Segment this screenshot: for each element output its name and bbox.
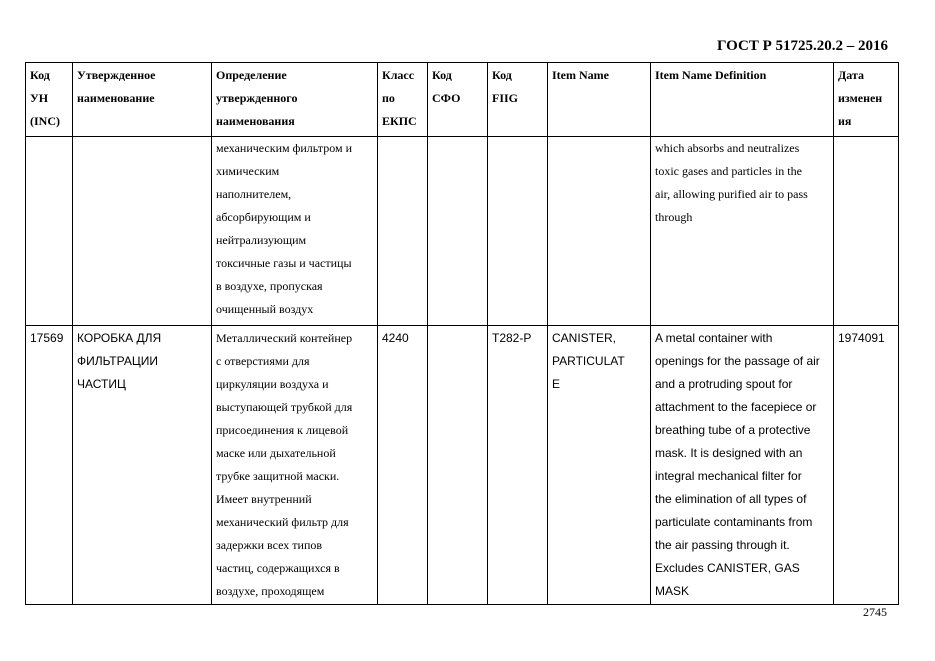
cell-line: задержки всех типов	[216, 538, 323, 552]
cell-approved-name	[73, 137, 212, 326]
cell-line: КОРОБКА ДЛЯ	[77, 331, 162, 345]
cell-line: integral mechanical filter for	[655, 469, 802, 483]
cell-definition	[212, 137, 378, 326]
cell-item-name-definition	[651, 326, 834, 605]
cell-sfo-code	[428, 137, 488, 326]
cell-line: химическим	[216, 164, 280, 178]
cell-line: в воздухе, пропуская	[216, 279, 323, 293]
cell-line: PARTICULAT	[552, 354, 625, 368]
header-inc-code	[26, 63, 73, 137]
cell-line: наполнителем,	[216, 187, 292, 201]
cell-fsc-class	[378, 137, 428, 326]
cell-line: which absorbs and neutralizes	[655, 141, 800, 155]
header-line: Item Name Definition	[655, 68, 767, 82]
cell-line: выступающей трубкой для	[216, 400, 353, 414]
cell-line: and a protruding spout for	[655, 377, 793, 391]
cell-line: частиц, содержащихся в	[216, 561, 340, 575]
header-line: (INC)	[30, 114, 60, 128]
header-line: Код	[30, 68, 50, 82]
cell-line: particulate contaminants from	[655, 515, 813, 529]
header-line: по	[382, 91, 395, 105]
header-line: Item Name	[552, 68, 609, 82]
table-row	[26, 326, 899, 605]
cell-fiig-code	[488, 326, 548, 605]
header-line: ия	[838, 114, 852, 128]
cell-line: абсорбирующим и	[216, 210, 311, 224]
header-line: УН	[30, 91, 49, 105]
cell-item-name	[548, 137, 651, 326]
cell-line: breathing tube of a protective	[655, 423, 811, 437]
cell-line: A metal container with	[655, 331, 773, 345]
cell-line: the air passing through it.	[655, 538, 790, 552]
cell-line: air, allowing purified air to pass	[655, 187, 808, 201]
cell-inc-code	[26, 326, 73, 605]
cell-inc-code	[26, 137, 73, 326]
cell-line: 1974091	[838, 331, 885, 345]
cell-line: MASK	[655, 584, 690, 598]
cell-sfo-code	[428, 326, 488, 605]
header-approved-name	[73, 63, 212, 137]
header-fiig-code	[488, 63, 548, 137]
header-line: Дата	[838, 68, 864, 82]
cell-change-date	[834, 137, 899, 326]
page-number: 2745	[863, 605, 887, 619]
cell-line: through	[655, 210, 693, 224]
header-line: утвержденного	[216, 91, 298, 105]
cell-line: механическим фильтром и	[216, 141, 352, 155]
header-item-name-definition	[651, 63, 834, 137]
header-line: ЕКПС	[382, 114, 417, 128]
header-line: FIIG	[492, 91, 519, 105]
cell-line: Металлический контейнер	[216, 331, 353, 345]
cell-item-name	[548, 326, 651, 605]
cell-line: ФИЛЬТРАЦИИ	[77, 354, 158, 368]
cell-line: токсичные газы и частицы	[216, 256, 352, 270]
header-line: Класс	[382, 68, 415, 82]
document-title: ГОСТ Р 51725.20.2 – 2016	[716, 38, 888, 54]
cell-line: attachment to the facepiece or	[655, 400, 817, 414]
cell-item-name-definition	[651, 137, 834, 326]
header-line: СФО	[432, 91, 461, 105]
cell-line: ЧАСТИЦ	[77, 377, 126, 391]
header-line: наименование	[77, 91, 155, 105]
cell-line: the elimination of all types of	[655, 492, 807, 506]
header-definition	[212, 63, 378, 137]
cell-line: механический фильтр для	[216, 515, 349, 529]
cell-line: маске или дыхательной	[216, 446, 336, 460]
cell-line: очищенный воздух	[216, 302, 314, 316]
cell-line: 17569	[30, 331, 64, 345]
header-fsc-class	[378, 63, 428, 137]
cell-line: openings for the passage of air	[655, 354, 820, 368]
header-line: Утвержденное	[77, 68, 156, 82]
table-row	[26, 137, 899, 326]
cell-definition	[212, 326, 378, 605]
cell-line: нейтрализующим	[216, 233, 307, 247]
cell-line: циркуляции воздуха и	[216, 377, 329, 391]
data-table	[25, 62, 899, 605]
header-change-date	[834, 63, 899, 137]
cell-line: E	[552, 377, 561, 391]
cell-line: 4240	[382, 331, 409, 345]
cell-line: присоединения к лицевой	[216, 423, 349, 437]
header-line: изменен	[838, 91, 883, 105]
header-line: Код	[492, 68, 512, 82]
header-line: Определение	[216, 68, 287, 82]
cell-line: CANISTER,	[552, 331, 617, 345]
cell-line: с отверстиями для	[216, 354, 310, 368]
cell-line: toxic gases and particles in the	[655, 164, 802, 178]
table-header-row	[26, 63, 899, 137]
cell-line: Excludes CANISTER, GAS	[655, 561, 800, 575]
header-item-name	[548, 63, 651, 137]
header-line: Код	[432, 68, 452, 82]
cell-approved-name	[73, 326, 212, 605]
header-line: наименования	[216, 114, 295, 128]
cell-line: Имеет внутренний	[216, 492, 312, 506]
cell-line: воздухе, проходящем	[216, 584, 325, 598]
cell-line: T282-P	[492, 331, 532, 345]
cell-fiig-code	[488, 137, 548, 326]
cell-line: mask. It is designed with an	[655, 446, 803, 460]
cell-change-date	[834, 326, 899, 605]
cell-fsc-class	[378, 326, 428, 605]
header-sfo-code	[428, 63, 488, 137]
cell-line: трубке защитной маски.	[216, 469, 340, 483]
